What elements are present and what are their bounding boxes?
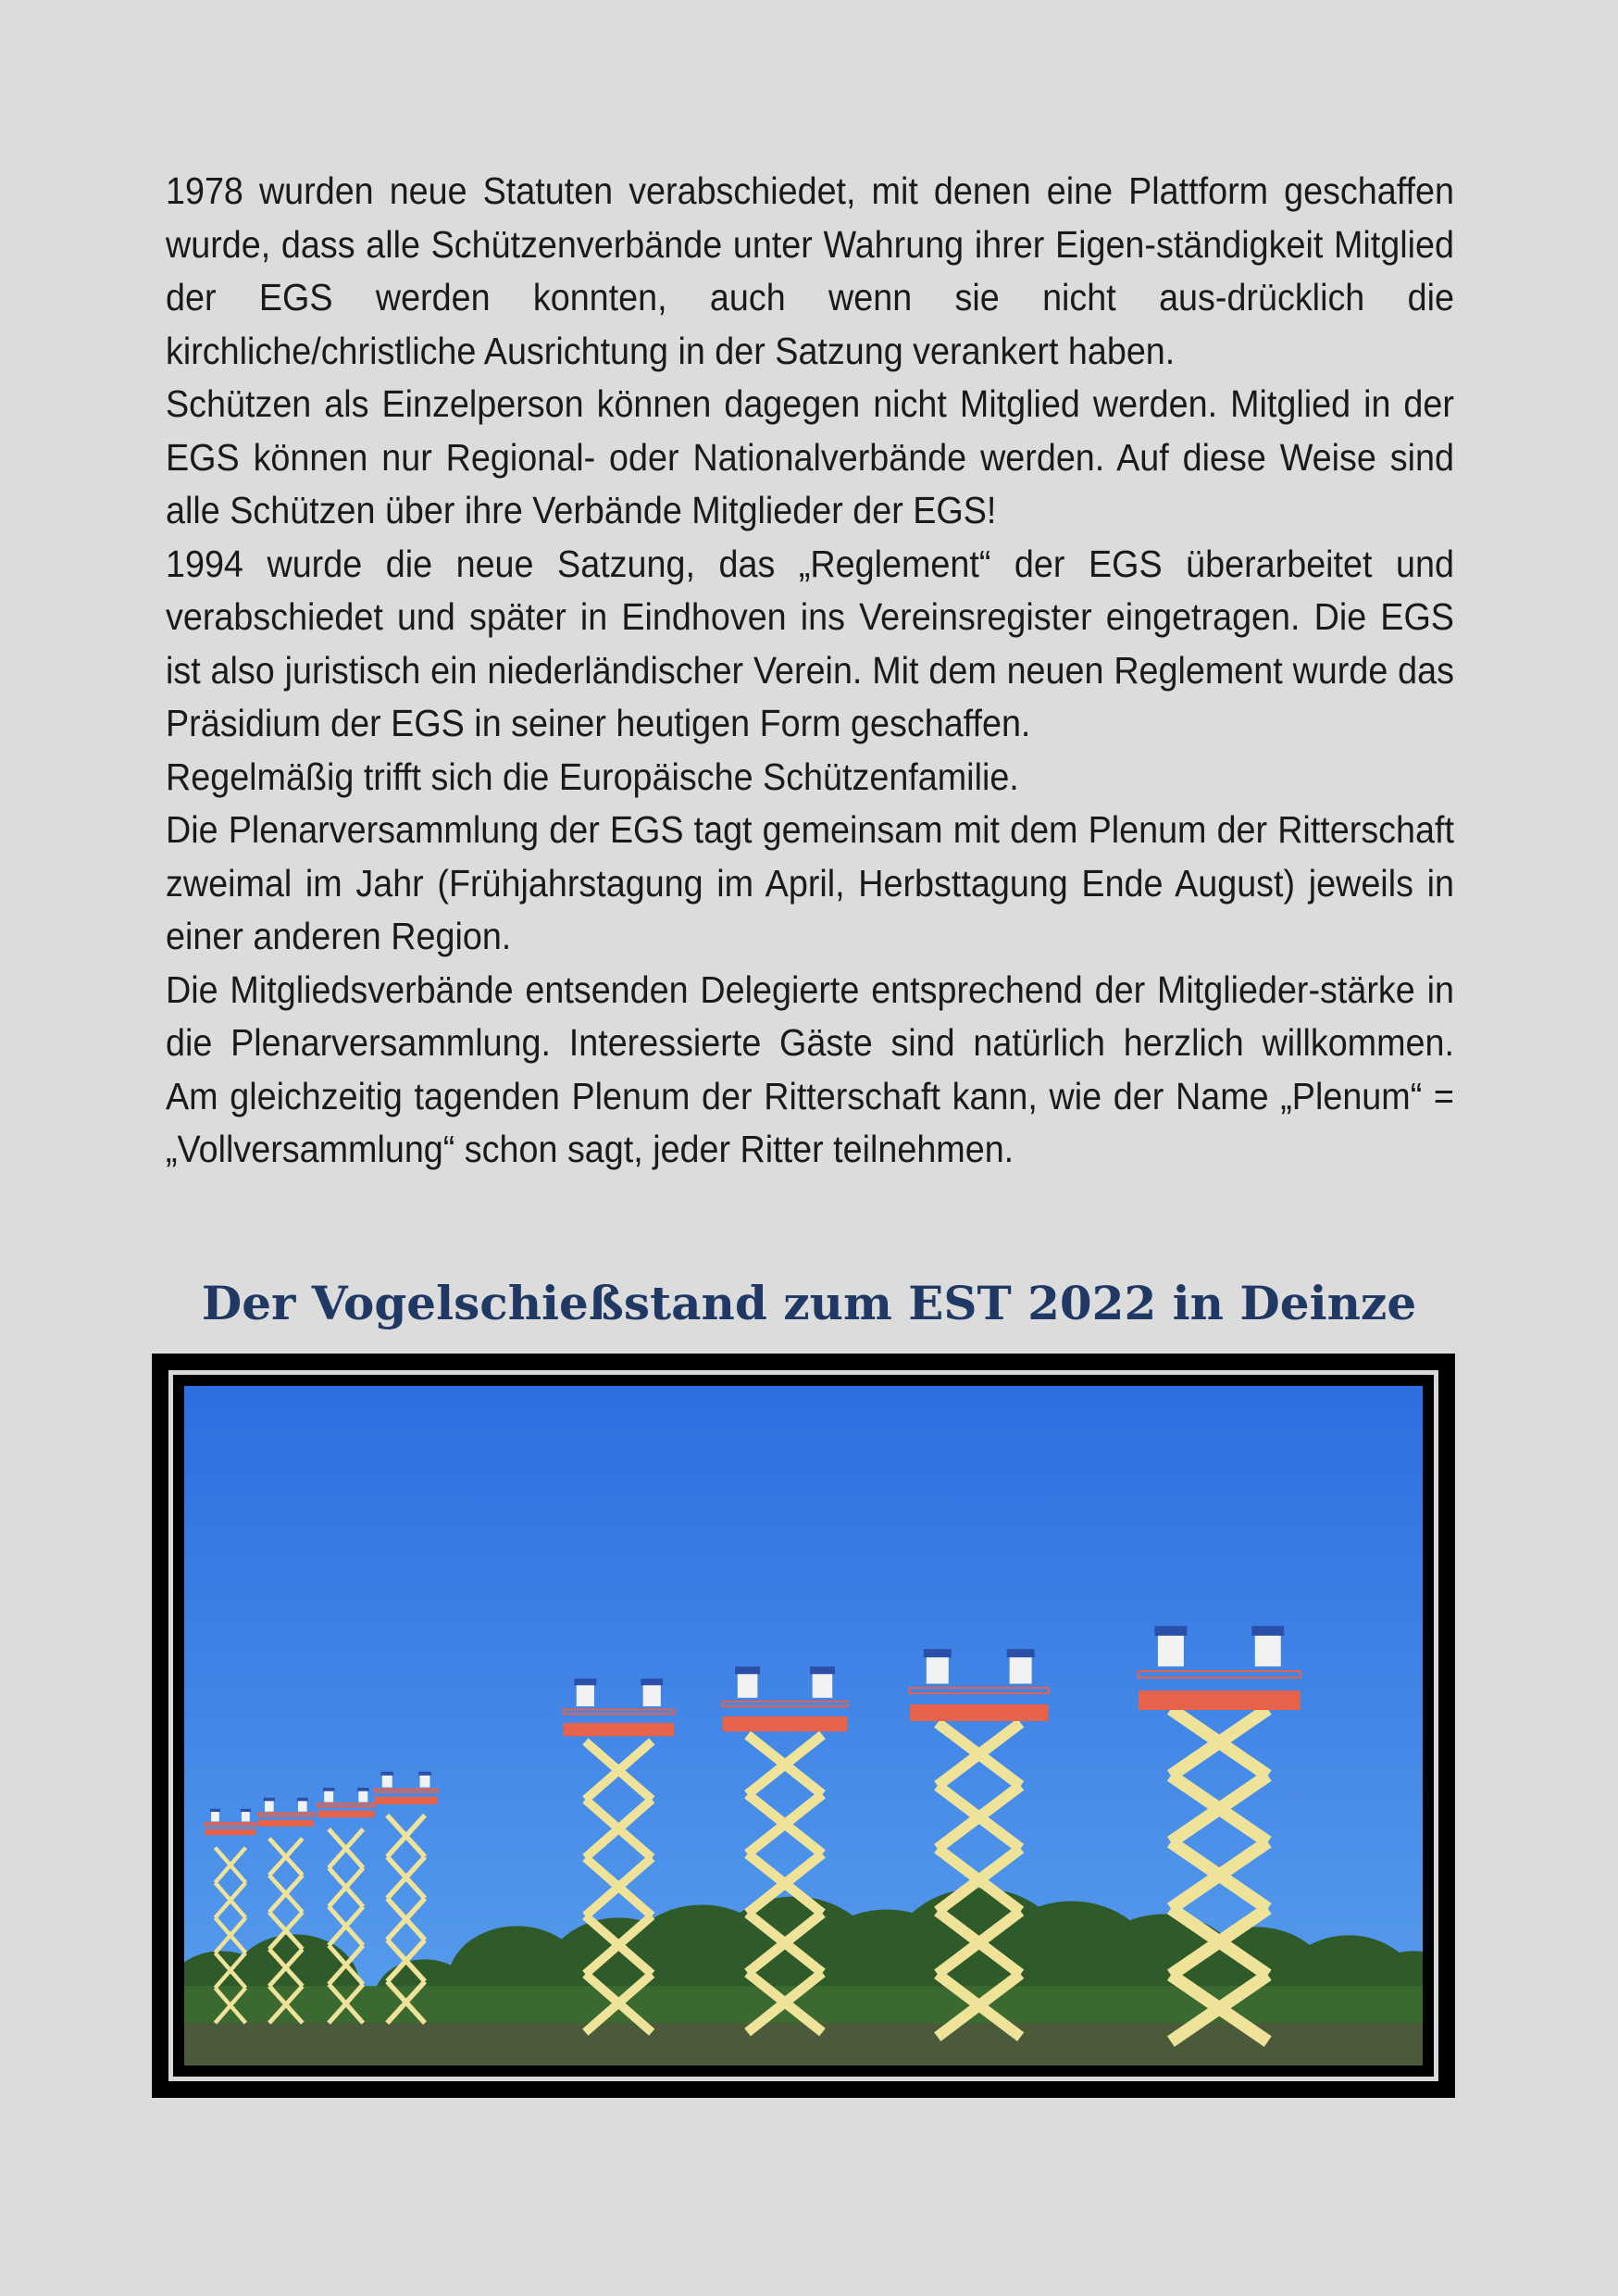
photo-border bbox=[168, 1370, 1438, 2081]
photo-shooting-range bbox=[184, 1386, 1423, 2065]
body-text bbox=[166, 165, 1454, 1177]
paragraph-delegates: Die Mitgliedsverbände entsenden Delegierte entsprechend der Mitglieder-stärke in die Plenarversammlung. Interessierte Gäste sind natürlich herzlich willkommen. Am gleichzeitig tagenden Plenum der Ritterschaft kann, wie der Name „Plenum“ = „Vollversammlung“ schon sagt, jeder Ritter teilnehmen. bbox=[166, 967, 1454, 1170]
paragraph-plenary: Die Plenarversammlung der EGS tagt gemeinsam mit dem Plenum der Ritterschaft zweimal im Jahr (Frühjahrstagung im April, Herbsttagung Ende August) jeweils in einer anderen Region. bbox=[166, 808, 1454, 957]
paragraph-statutes: 1978 wurden neue Statuten verabschiedet, mit denen eine Plattform geschaffen wurde, dass alle Schützenverbände unter Wahrung ihrer Eigen-ständigkeit Mitglied der EGS werden konnten, auch wenn sie nicht aus-drücklich die kirchliche/christliche Ausrichtung in der Satzung verankert haben. bbox=[166, 169, 1454, 372]
photo-frame bbox=[152, 1354, 1455, 2098]
photo-heading: Der Vogelschießstand zum EST 2022 in Deinze bbox=[201, 1276, 1417, 1330]
ground bbox=[184, 2023, 1423, 2065]
paragraph-meetings: Regelmäßig trifft sich die Europäische Schützenfamilie. bbox=[166, 755, 1019, 798]
paragraph-membership: Schützen als Einzelperson können dagegen nicht Mitglied werden. Mitglied in der EGS können nur Regional- oder Nationalverbände werden. Auf diese Weise sind alle Schützen über ihre Verbände Mitglieder der EGS! bbox=[166, 382, 1454, 531]
paragraph-reglement: 1994 wurde die neue Satzung, das „Reglement“ der EGS überarbeitet und verabschiedet und später in Eindhoven ins Vereinsregister eingetragen. Die EGS ist also juristisch ein niederländischer Verein. Mit dem neuen Reglement wurde das Präsidium der EGS in seiner heutigen Form geschaffen. bbox=[166, 542, 1454, 744]
shooting-range-illustration bbox=[184, 1386, 1423, 2065]
